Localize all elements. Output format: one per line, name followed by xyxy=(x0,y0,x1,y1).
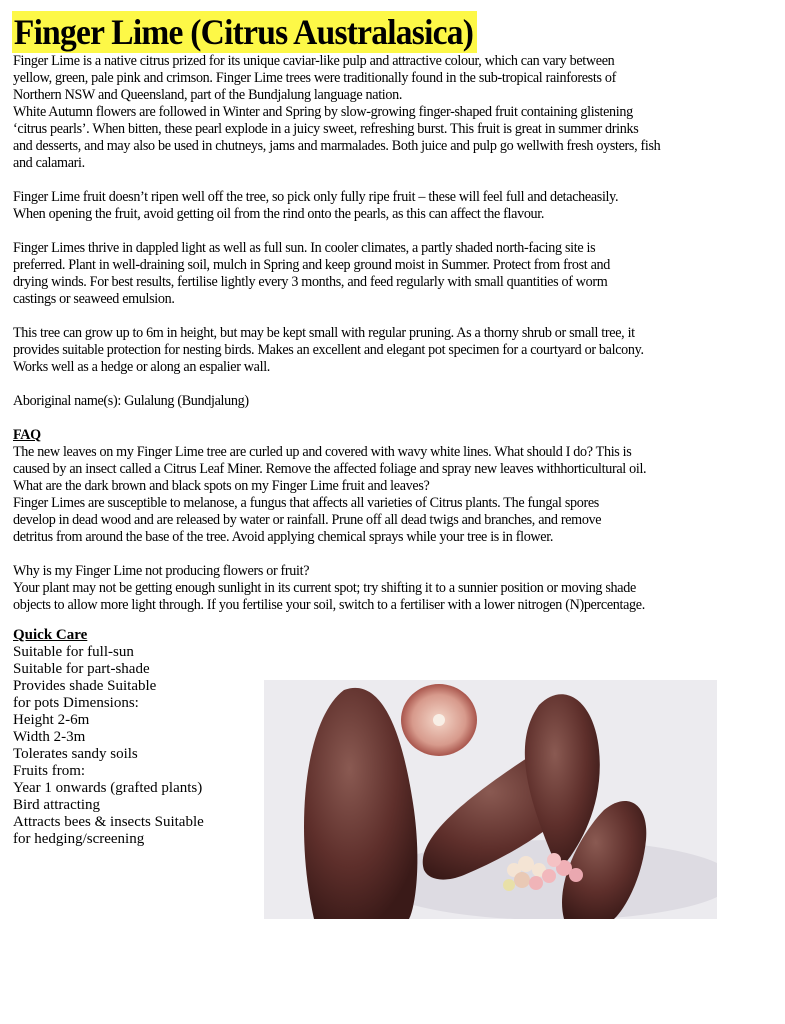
faq-line xyxy=(13,545,783,562)
quick-care-heading: Quick Care xyxy=(13,627,88,643)
faq-section xyxy=(13,443,783,613)
text-line: Northern NSW and Queensland, part of the Bundjalung language nation. xyxy=(13,86,403,103)
text-line: and calamari. xyxy=(13,154,85,171)
text-line: Finger Lime fruit doesn’t ripen well off the tree, so pick only fully ripe fruit – these will feel full and detacheasily. xyxy=(13,188,619,205)
quick-care-item: Year 1 onwards (grafted plants) xyxy=(13,780,203,796)
faq-heading: FAQ xyxy=(13,426,41,443)
quick-care-item: for hedging/screening xyxy=(13,831,145,847)
text-line xyxy=(13,307,783,324)
text-line: yellow, green, pale pink and crimson. Finger Lime trees were traditionally found in the sub-tropical rainforests of xyxy=(13,69,616,86)
text-line: castings or seaweed emulsion. xyxy=(13,290,175,307)
document-body xyxy=(13,52,783,613)
finger-lime-photo xyxy=(264,680,717,919)
quick-care-item: Attracts bees & insects Suitable xyxy=(13,814,204,830)
text-line: Finger Limes thrive in dappled light as well as full sun. In cooler climates, a partly shaded north-facing site is xyxy=(13,239,596,256)
faq-line: detritus from around the base of the tree. Avoid applying chemical sprays while your tree is in flower. xyxy=(13,528,554,545)
text-line: When opening the fruit, avoid getting oil from the rind onto the pearls, as this can affect the flavour. xyxy=(13,205,545,222)
quick-care-item: Suitable for full-sun xyxy=(13,644,134,660)
faq-line: Why is my Finger Lime not producing flowers or fruit? xyxy=(13,562,310,579)
text-line: provides suitable protection for nesting birds. Makes an excellent and elegant pot specimen for a courtyard or balcony. xyxy=(13,341,644,358)
text-line xyxy=(13,222,783,239)
quick-care-item: Fruits from: xyxy=(13,763,86,779)
quick-care-item: Bird attracting xyxy=(13,797,101,813)
faq-line: objects to allow more light through. If you fertilise your soil, switch to a fertiliser with a lower nitrogen (N)percentage. xyxy=(13,596,645,613)
faq-line: caused by an insect called a Citrus Leaf Miner. Remove the affected foliage and spray new leaves withhorticultural oil. xyxy=(13,460,647,477)
faq-line: What are the dark brown and black spots on my Finger Lime fruit and leaves? xyxy=(13,477,430,494)
faq-line: develop in dead wood and are released by water or rainfall. Prune off all dead twigs and branches, and remove xyxy=(13,511,602,528)
faq-line: Finger Limes are susceptible to melanose, a fungus that affects all varieties of Citrus plants. The fungal spores xyxy=(13,494,599,511)
text-line xyxy=(13,375,783,392)
text-line: This tree can grow up to 6m in height, but may be kept small with regular pruning. As a thorny shrub or small tree, it xyxy=(13,324,635,341)
quick-care-section xyxy=(13,627,204,848)
text-line: Finger Lime is a native citrus prized for its unique caviar-like pulp and attractive colour, which can vary between xyxy=(13,52,615,69)
faq-line: Your plant may not be getting enough sunlight in its current spot; try shifting it to a sunnier position or moving shade xyxy=(13,579,636,596)
text-line: ‘citrus pearls’. When bitten, these pearl explode in a juicy sweet, refreshing burst. This fruit is great in summer drinks xyxy=(13,120,639,137)
text-line: drying winds. For best results, fertilise lightly every 3 months, and feed regularly with small quantities of worm xyxy=(13,273,608,290)
quick-care-item: for pots Dimensions: xyxy=(13,695,139,711)
quick-care-item: Provides shade Suitable xyxy=(13,678,157,694)
quick-care-list xyxy=(13,644,204,848)
quick-care-item: Tolerates sandy soils xyxy=(13,746,138,762)
text-line: Works well as a hedge or along an espalier wall. xyxy=(13,358,271,375)
quick-care-item: Suitable for part-shade xyxy=(13,661,150,677)
description-section xyxy=(13,52,783,426)
page-title: Finger Lime (Citrus Australasica) xyxy=(12,11,477,53)
text-line xyxy=(13,171,783,188)
text-line: preferred. Plant in well-draining soil, mulch in Spring and keep ground moist in Summer. Protect from frost and xyxy=(13,256,611,273)
quick-care-item: Height 2-6m xyxy=(13,712,90,728)
text-line: Aboriginal name(s): Gulalung (Bundjalung) xyxy=(13,392,249,409)
quick-care-item: Width 2-3m xyxy=(13,729,86,745)
faq-line: The new leaves on my Finger Lime tree are curled up and covered with wavy white lines. What should I do? This is xyxy=(13,443,632,460)
text-line: and desserts, and may also be used in chutneys, jams and marmalades. Both juice and pulp go wellwith fresh oysters, fish xyxy=(13,137,661,154)
text-line: White Autumn flowers are followed in Winter and Spring by slow-growing finger-shaped fruit containing glistening xyxy=(13,103,633,120)
text-line xyxy=(13,409,783,426)
